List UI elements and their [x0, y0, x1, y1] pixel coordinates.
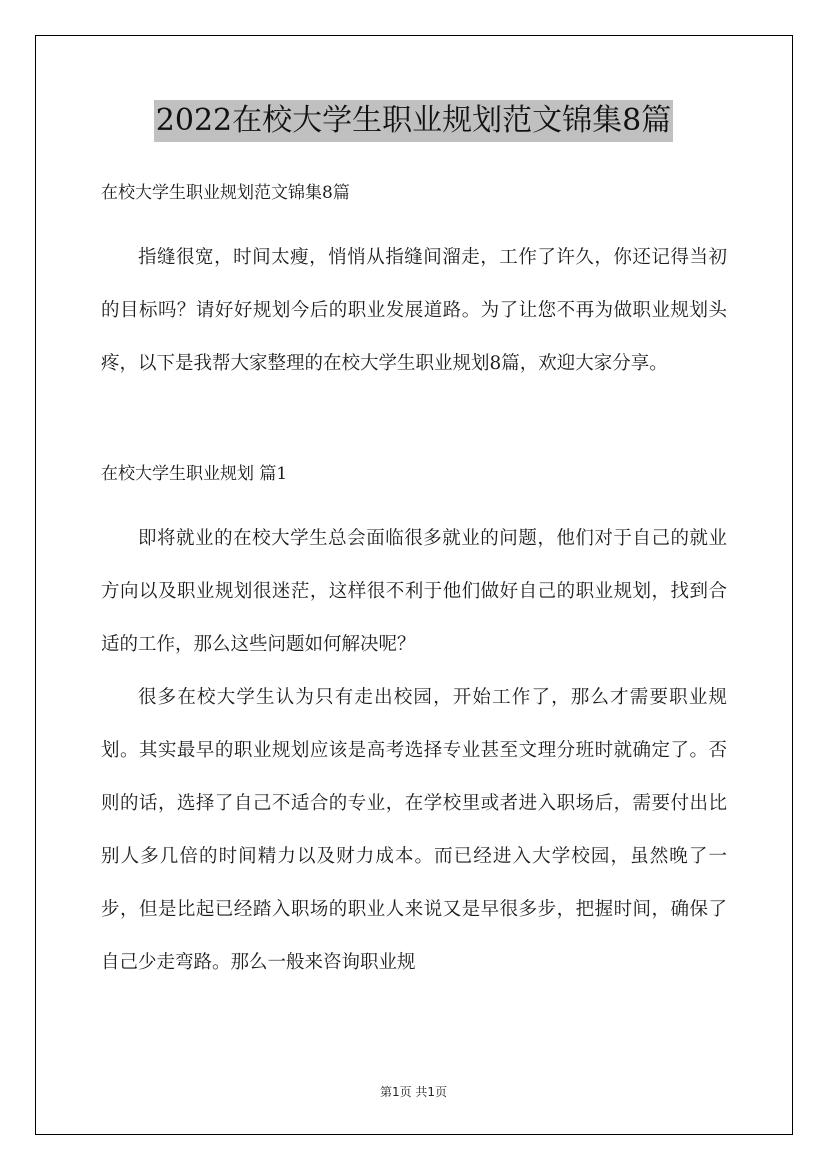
section-paragraph: 很多在校大学生认为只有走出校园，开始工作了，那么才需要职业规划。其实最早的职业规划应该是高考选择专业甚至文理分班时就确定了。否则的话，选择了自己不适合的专业，在学校里或者进入职场后，需要付出比别人多几倍的时间精力以及财力成本。而已经进入大学校园，虽然晚了一步，但是比起已经踏入职场的职业人来说又是早很多步，把握时间，确保了自己少走弯路。那么一般来咨询职业规	[101, 687, 727, 973]
section-heading: 在校大学生职业规划 篇1	[101, 464, 288, 484]
section-paragraph: 即将就业的在校大学生总会面临很多就业的问题，他们对于自己的就业方向以及职业规划很迷茫，这样很不利于他们做好自己的职业规划，找到合适的工作，那么这些问题如何解决呢？	[101, 528, 727, 655]
page-footer: 第1页 共1页	[379, 1085, 448, 1099]
intro-paragraph: 指缝很宽，时间太瘦，悄悄从指缝间溜走，工作了许久，你还记得当初的目标吗？请好好规划今后的职业发展道路。为了让您不再为做职业规划头疼，以下是我帮大家整理的在校大学生职业规划8篇，欢迎大家分享。	[101, 247, 727, 374]
document-body	[101, 175, 727, 989]
document-subtitle: 在校大学生职业规划范文锦集8篇	[101, 183, 350, 203]
document-title: 2022在校大学生职业规划范文锦集8篇	[154, 100, 673, 142]
title-container	[0, 100, 827, 142]
